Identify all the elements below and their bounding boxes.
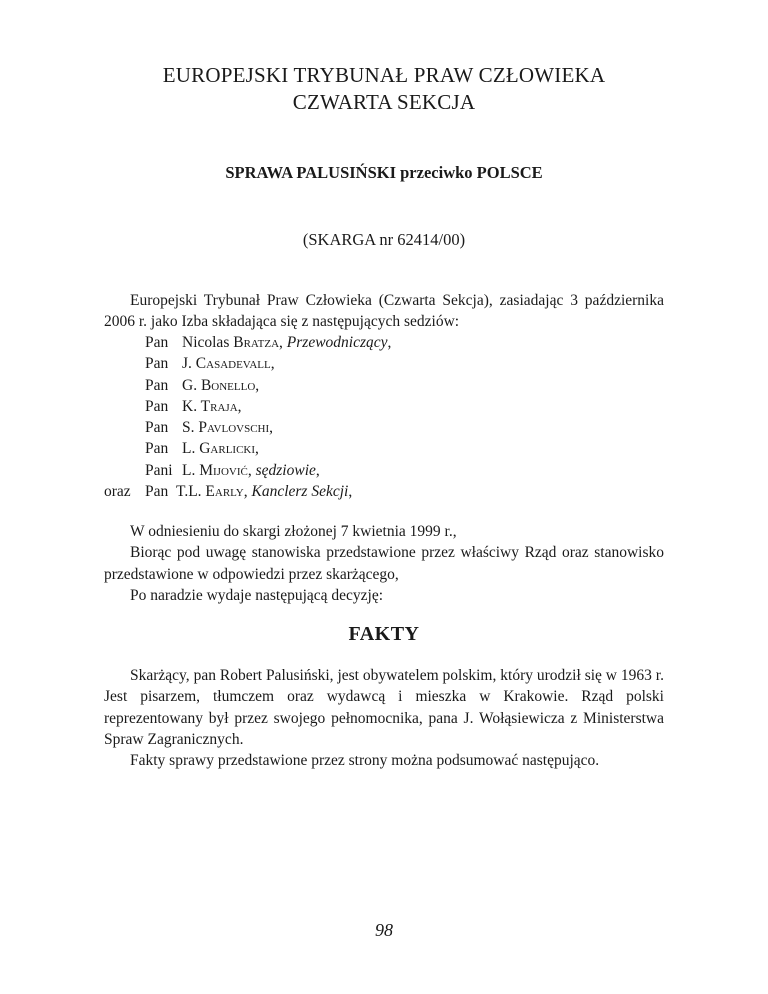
judge-name: T.L. Early, Kanclerz Sekcji, — [176, 483, 353, 501]
judge-surname-rest: avlovschi — [207, 419, 270, 437]
judge-surname-initial: B — [233, 334, 244, 351]
judge-initials: J. — [182, 355, 196, 373]
facts-paragraph-2: Fakty sprawy przedstawione przez strony można podsumować następująco. — [130, 752, 600, 770]
judge-initials: K. — [182, 397, 201, 415]
judge-name: L. Mijović, sędziowie, — [182, 461, 320, 479]
judge-surname-rest: arlicki — [210, 440, 256, 458]
judge-honorific: Pan — [145, 440, 169, 458]
judge-honorific: Pan — [145, 334, 169, 351]
judge-surname-rest: arly — [214, 483, 244, 501]
judge-prefix — [104, 332, 145, 353]
judge-initials: L. — [182, 440, 200, 458]
judge-surname-rest: asadevall — [206, 355, 271, 373]
judge-row — [104, 353, 391, 374]
judge-row — [104, 396, 391, 417]
judge-row-end: , — [348, 483, 353, 501]
judge-row-end: , — [270, 355, 275, 373]
judge-role: Przewodniczący — [286, 334, 388, 351]
judge-row-end: , — [387, 334, 392, 351]
judges-list — [104, 332, 391, 502]
judge-row — [104, 332, 391, 353]
intro-section — [104, 290, 664, 332]
judge-surname-initial: M — [199, 461, 214, 479]
judge-name — [182, 396, 242, 417]
procedure-paragraph-3: Po naradzie wydaje następującą decyzję: — [130, 586, 384, 604]
judge-initials: T.L. — [176, 483, 206, 501]
judge-row-end: , — [315, 461, 320, 479]
procedure-section — [104, 521, 664, 606]
judge-surname-initial: C — [195, 355, 207, 373]
judge-honorific: Pan — [145, 419, 169, 437]
facts-heading: FAKTY — [348, 623, 420, 645]
complaint-number: (SKARGA nr 62414/00) — [302, 230, 466, 249]
judge-surname-initial: P — [198, 419, 207, 437]
judge-row-end: , — [255, 376, 260, 394]
court-name: EUROPEJSKI TRYBUNAŁ PRAW CZŁOWIEKA — [162, 63, 606, 87]
judge-honorific: Pan — [145, 376, 169, 394]
judge-surname-initial: T — [200, 397, 211, 415]
judge-prefix — [104, 396, 145, 417]
judge-name — [182, 438, 259, 459]
judge-row — [104, 417, 391, 438]
judge-row — [104, 460, 391, 481]
judge-prefix — [104, 438, 145, 459]
judge-surname-rest: onello — [211, 376, 256, 394]
page-number: 98 — [375, 920, 393, 940]
facts-paragraph-1: Skarżący, pan Robert Palusiński, jest obywatelem polskim, który urodził się w 1963 r. Jest pisarzem, tłumczem oraz wydawcą i mieszka w Krakowie. Rząd polski reprezentowany był przez swojego pełnomocnika, pana J. Wołąsiewicza z Ministerstwa Spraw Zagranicznych. — [104, 667, 664, 748]
judge-name — [182, 353, 275, 374]
judge-row-end: , — [255, 440, 259, 458]
judge-honorific: Pan — [145, 355, 169, 373]
judge-row — [104, 375, 391, 396]
judge-surname-initial: G — [199, 440, 211, 458]
judge-honorific: Pani — [145, 461, 173, 479]
judge-surname-initial: B — [200, 376, 212, 394]
judge-honorific: Pan — [145, 397, 169, 415]
judge-row — [104, 481, 391, 502]
judge-surname-rest: ratza — [243, 334, 280, 351]
court-title — [0, 62, 768, 116]
judge-prefix — [104, 417, 145, 438]
judge-row — [104, 438, 391, 459]
judge-initials: L. — [182, 461, 200, 479]
judge-row-end: , — [237, 397, 242, 415]
judge-name — [182, 375, 259, 396]
judge-name: Nicolas Bratza, Przewodniczący, — [182, 334, 392, 351]
judge-role: sędziowie — [255, 461, 316, 479]
judge-row-end: , — [269, 419, 274, 437]
judge-prefix — [104, 375, 145, 396]
judge-surname-rest: raja — [210, 397, 238, 415]
judge-initials: Nicolas — [182, 334, 234, 351]
judge-prefix — [104, 460, 145, 481]
facts-section — [104, 665, 664, 771]
judge-honorific: Pan — [145, 483, 169, 501]
judge-surname-rest: ijović — [213, 461, 248, 479]
judge-initials: S. — [182, 419, 199, 437]
judge-role: Kanclerz Sekcji — [251, 483, 349, 501]
case-title: SPRAWA PALUSIŃSKI przeciwko POLSCE — [225, 163, 543, 182]
section-name: CZWARTA SEKCJA — [292, 90, 476, 114]
procedure-paragraph-2: Biorąc pod uwagę stanowiska przedstawione przez właściwy Rząd oraz stanowisko przedstawione w odpowiedzi przez skarżącego, — [104, 544, 664, 583]
intro-paragraph: Europejski Trybunał Praw Człowieka (Czwarta Sekcja), zasiadając 3 października 2006 r. jako Izba składająca się z następujących sedziów: — [104, 292, 664, 330]
procedure-paragraph-1: W odniesieniu do skargi złożonej 7 kwietnia 1999 r., — [130, 523, 457, 540]
judge-surname-initial: E — [205, 483, 215, 501]
judge-prefix: oraz — [104, 483, 131, 501]
judge-name — [182, 417, 273, 438]
judge-prefix — [104, 353, 145, 374]
judge-initials: G. — [182, 376, 201, 394]
